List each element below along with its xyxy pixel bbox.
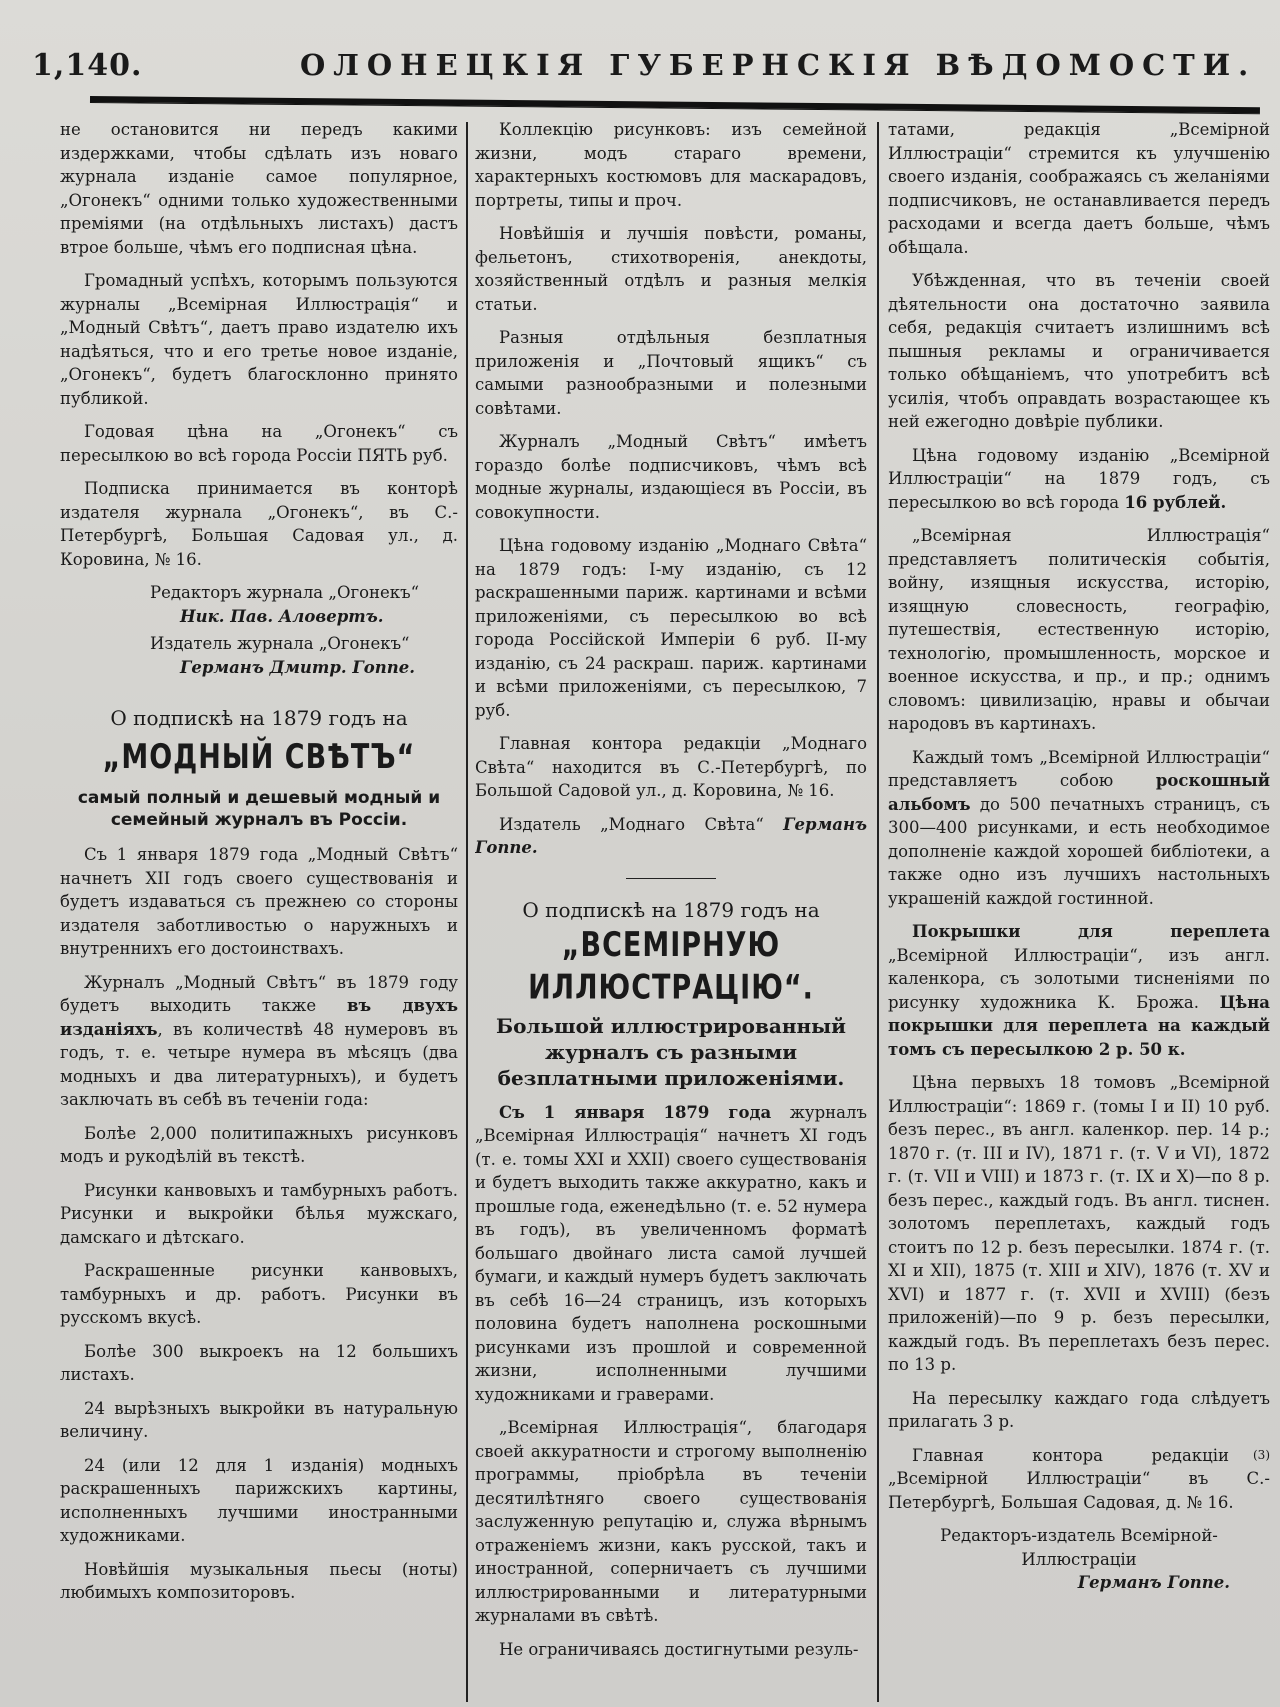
paragraph: Годовая цѣна на „Огонекъ“ съ пересылкою во всѣ города Россіи ПЯТЬ руб. [60,422,458,465]
paragraph: 24 (или 12 для 1 изданія) модныхъ раскрашенныхъ парижскихъ картины, исполненныхъ лучшими иностранными художниками. [60,1455,458,1545]
paragraph: Болѣе 300 выкроекъ на 12 большихъ листахъ. [60,1341,458,1384]
paragraph [888,444,1270,515]
text-run: Цѣна годовому изданію „Всемірной Иллюстраціи“ на 1879 годъ, съ пересылкою во всѣ города [888,445,1270,512]
editor-publisher-signature [888,1524,1270,1595]
paragraph: Новѣйшія и лучшія повѣсти, романы, фельетонъ, стихотворенія, анекдоты, хозяйственный отдѣлъ и разныя мелкія статьи. [475,224,867,314]
journal-title: ОЛОНЕЦКIЯ ГУБЕРНСКIЯ ВѢДОМОСТИ. [300,48,1257,82]
paragraph [475,1101,867,1407]
text-run: до 500 печатныхъ страницъ, съ 300—400 рисунками, и есть необходимое дополненіе каждой хорошей библіотеки, а также одно изъ лучшихъ настольныхъ украшеній каждой гостинной. [888,794,1270,908]
paragraph: На пересылку каждаго года слѣдуетъ прилагать 3 р. [888,1388,1270,1431]
column-1 [60,118,458,1693]
text-run: Каждый томъ „Всемірной Иллюстраціи“ представляетъ собою [888,747,1270,790]
signature-role: Издатель „Моднаго Свѣта“ [499,814,764,834]
text-run: Журналъ „Модный Свѣтъ“ въ 1879 году будетъ выходить также [60,972,458,1015]
page-number: 1,140. [32,48,143,83]
paragraph: Раскрашенные рисунки канвовыхъ, тамбурныхъ и др. работъ. Рисунки въ русскомъ вкусѣ. [60,1261,458,1327]
text-run-bold: въ двухъ изданіяхъ [60,996,458,1039]
paragraph [888,920,1270,1061]
paragraph: 24 вырѣзныхъ выкройки въ натуральную величину. [60,1398,458,1441]
paragraph [60,971,458,1112]
paragraph: Коллекцію рисунковъ: изъ семейной жизни, модъ стараго времени, характерныхъ костюмовъ для маскарадовъ, портреты, типы и проч. [475,120,867,210]
announcement-title: „ВСЕМІРНУЮ ИЛЛЮСТРАЦІЮ“. [528,925,814,1007]
paragraph: татами, редакція „Всемірной Иллюстраціи“ стремится къ улучшенію своего изданія, соображаясь съ желаніями подписчиковъ, не останавливается передъ расходами и всегда даетъ больше, чѣмъ обѣщала. [888,120,1270,257]
text-run-bold: 16 рублей. [1124,492,1227,512]
announcement-heading: О подпискѣ на 1879 годъ на [110,706,408,730]
paragraph: Болѣе 2,000 политипажныхъ рисунковъ модъ и рукодѣлій въ текстѣ. [60,1123,458,1166]
announcement-subtitle: Большой иллюстрированный журналъ съ разными безплатными приложеніями. [495,1013,846,1090]
paragraph: „Всемірная Иллюстрація“ представляетъ политическія событія, войну, изящныя искусства, исторію, изящную словесность, географію, путешествія, естественную исторію, технологію, промышленность, морское и военное искусства, и пр., и пр.; однимъ словомъ: цивилизацію, нравы и обычаи народовъ въ картинахъ. [888,526,1270,733]
text-run-bold: Съ 1 января 1879 года [499,1102,772,1122]
paragraph: Главная контора редакціи „Моднаго Свѣта“ находится въ С.-Петербургѣ, по Большой Садовой ул., д. Коровина, № 16. [475,734,867,800]
paragraph: Разныя отдѣльныя безплатныя приложенія и „Почтовый ящикъ“ съ самыми разнообразными и полезными совѣтами. [475,328,867,418]
corner-mark: (3) [1253,1447,1270,1462]
signature-name: Ник. Пав. Аловертъ. [180,606,384,626]
paragraph: Цѣна первыхъ 18 томовъ „Всемірной Иллюстраціи“: 1869 г. (томы I и II) 10 руб. безъ перес., въ англ. каленкор. пер. 14 р.; 1870 г. (т. III и IV), 1871 г. (т. V и VI), 1872 г. (т. VII и VIII) и 1873 г. (т. IX и X)—по 8 р. безъ перес., каждый годъ. Въ англ. тиснен. золотомъ переплетахъ, каждый годъ стоитъ по 12 р. безъ пересылки. 1874 г. (т. XI и XII), 1875 (т. XIII и XIV), 1876 (т. XV и XVI) и 1877 г. (т. XVII и XVIII) (безъ приложеній)—по 9 р. безъ пересылки, каждый годъ. Въ переплетахъ безъ перес. по 13 р. [888,1073,1270,1374]
paragraph [888,1444,1270,1515]
column-divider-1 [466,122,468,1702]
text-run: , въ количествѣ 48 нумеровъ въ годъ, т. е. четыре нумера въ мѣсяцъ (два модныхъ и два литературныхъ), и будетъ заключать въ себѣ въ теченіи года: [60,1019,458,1109]
paragraph: Новѣйшія музыкальныя пьесы (ноты) любимыхъ композиторовъ. [60,1559,458,1602]
paragraph: Громадный успѣхъ, которымъ пользуются журналы „Всемірная Иллюстрація“ и „Модный Свѣтъ“, даетъ право издателю ихъ надѣяться, что и его третье новое изданіе, „Огонекъ“, будетъ благосклонно принято публикой. [60,271,458,408]
paragraph [888,746,1270,911]
text-run-bold: Покрышки для переплета [912,922,1270,941]
publisher-signature [60,632,458,679]
paragraph: Не ограничиваясь достигнутыми резуль- [499,1639,859,1659]
signature-name: Германъ Гоппе. [475,814,867,857]
paragraph: Журналъ „Модный Свѣтъ“ имѣетъ гораздо болѣе подписчиковъ, чѣмъ всѣ модные журналы, издающіеся въ Россіи, въ совокупности. [475,432,867,522]
text-run-bold: Цѣна покрышки для переплета на каждый томъ съ пересылкою 2 р. 50 к. [888,992,1270,1059]
paragraph: Цѣна годовому изданію „Моднаго Свѣта“ на 1879 годъ: I-му изданію, съ 12 раскрашенными париж. картинами и всѣми приложеніями, съ пересылкою во всѣ города Россійской Имперіи 6 руб. II-му изданію, съ 24 раскраш. париж. картинами и всѣми приложеніями, съ пересылкою, 7 руб. [475,536,867,720]
signature-name: Германъ Гоппе. [1077,1573,1230,1592]
header-rule [90,96,1260,114]
column-divider-2 [877,122,879,1702]
paragraph: Подписка принимается въ конторѣ издателя журнала „Огонекъ“, въ С.-Петербургѣ, Большая Садовая ул., д. Коровина, № 16. [60,479,458,569]
text-run: Главная контора редакціи „Всемірной Иллюстраціи“ въ С.-Петербургѣ, Большая Садовая, д. № 16. [888,1445,1270,1512]
editor-signature [60,581,458,628]
column-3 [888,118,1270,1693]
paragraph: Рисунки канвовыхъ и тамбурныхъ работъ. Рисунки и выкройки бѣлья мужскаго, дамскаго и дѣтскаго. [60,1180,458,1247]
signature-role: Издатель журнала „Огонекъ“ [150,634,410,653]
announcement-subtitle: самый полный и дешевый модный и семейный журналъ въ Россіи. [77,788,441,830]
signature-name: Германъ Дмитр. Гоппе. [180,657,416,677]
announcement-title: „МОДНЫЙ СВѢТЪ“ [102,738,416,777]
section-divider [626,878,716,879]
text-run: журналъ „Всемірная Иллюстрація“ начнетъ XI годъ (т. е. томы XXI и XXII) своего существованія и будетъ выходить также аккуратно, какъ и прошлые года, еженедѣльно (т. е. 52 нумера въ годъ), въ увеличенномъ форматѣ большаго двойнаго листа самой лучшей бумаги, и каждый нумеръ будетъ заключать въ себѣ 16—24 страницъ, изъ которыхъ половина будетъ наполнена роскошными рисунками изъ прошлой и современной жизни, исполненными лучшими художниками и граверами. [475,1102,867,1404]
paragraph: не остановится ни передъ какими издержками, чтобы сдѣлать изъ новаго журнала изданіе самое популярное, „Огонекъ“ одними только художественными преміями (на отдѣльныхъ листахъ) дастъ втрое больше, чѣмъ его подписная цѣна. [60,120,458,257]
signature-role: Редакторъ-издатель Всемірной-Иллюстраціи [940,1526,1218,1569]
text-run: „Всемірной Иллюстраціи“, изъ англ. каленкора, съ золотыми тисненіями по рисунку художника К. Брожа. [888,945,1270,1012]
paragraph: „Всемірная Иллюстрація“, благодаря своей аккуратности и строгому выполненію программы, пріобрѣла въ теченіи десятилѣтняго своего существованія заслуженную репутацію и, служа вѣрнымъ отраженіемъ жизни, какъ русской, такъ и иностранной, соперничаетъ съ лучшими иллюстрированными и литературными журналами въ свѣтѣ. [475,1418,867,1625]
paragraph: Съ 1 января 1879 года „Модный Свѣтъ“ начнетъ XII годъ своего существованія и будетъ издаваться съ прежнею со стороны издателя заботливостью о наружныхъ и внутреннихъ его достоинствахъ. [60,845,458,958]
signature-role: Редакторъ журнала „Огонекъ“ [150,583,420,602]
column-2 [475,118,867,1693]
text-run-bold: роскошный альбомъ [888,771,1270,814]
paragraph: Убѣжденная, что въ теченіи своей дѣятельности она достаточно заявила себя, редакція считаетъ излишнимъ всѣ пышныя рекламы и ограничивается только обѣщаніемъ, что употребитъ всѣ усилія, чтобъ оправдать возрастающее къ ней ежегодно довѣріе публики. [888,271,1270,431]
page-header [30,44,1260,84]
publisher-signature [475,813,867,860]
announcement-heading: О подпискѣ на 1879 годъ на [522,897,820,922]
